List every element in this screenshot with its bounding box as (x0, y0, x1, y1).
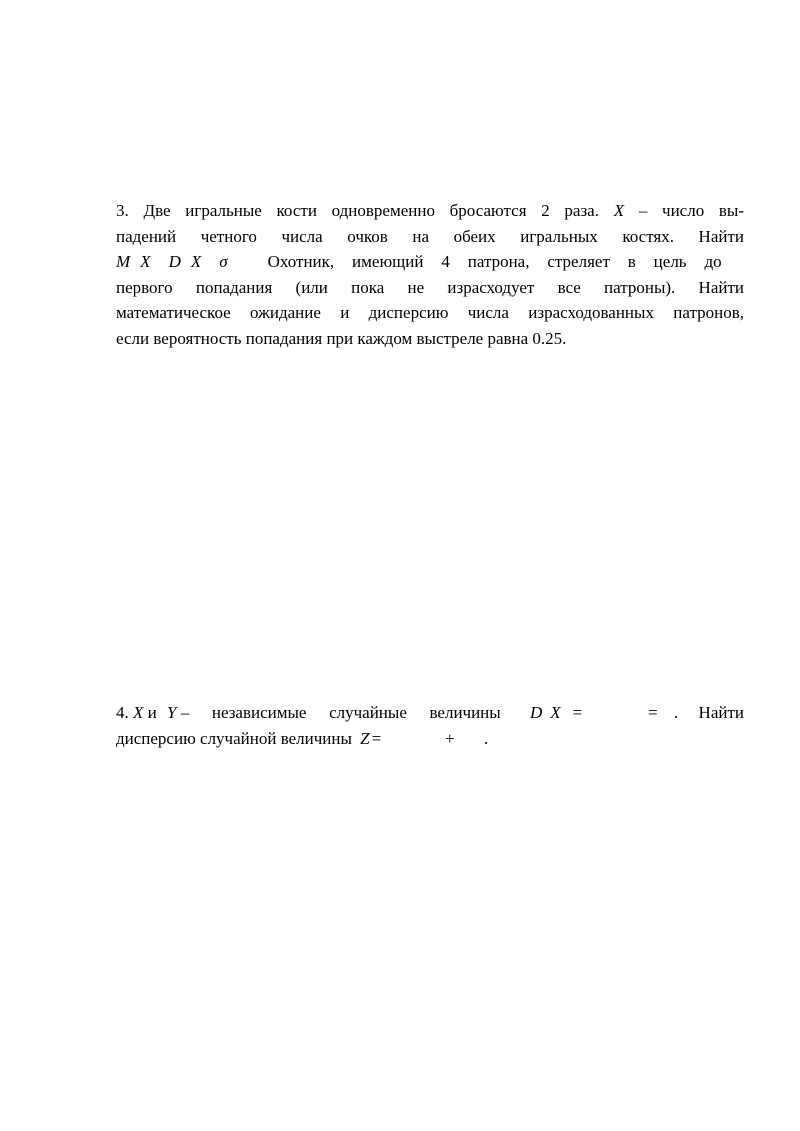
math-period: . (484, 728, 489, 748)
problem-3-line-4: первого попадания (или пока не израсходует все патроны). Найти (116, 277, 744, 297)
problem-3-line-1 (116, 198, 744, 224)
problem-4-line-2 (116, 726, 744, 752)
problem-text: – число вы- (638, 201, 745, 220)
problem-3-line-3 (116, 249, 744, 275)
math-variable-x: X (190, 252, 202, 271)
problem-3-line-6: если вероятность попадания при каждом выстреле равна 0.25. (116, 328, 567, 348)
problem-text: – независимые случайные величины (180, 703, 501, 722)
math-plus-sign: + (445, 728, 455, 748)
math-sigma-symbol: σ (219, 252, 228, 271)
problem-number: 3. (116, 201, 129, 220)
problem-text: Охотник, имеющий 4 патрона, стреляет в цель до (267, 252, 722, 271)
math-variable-x: X (613, 201, 625, 220)
problem-3-line-5: математическое ожидание и дисперсию числа израсходованных патронов, (116, 303, 744, 322)
math-variable-x: X (140, 252, 151, 271)
problem-4-line-1 (116, 700, 744, 726)
problem-3 (116, 198, 744, 351)
math-period: . (674, 703, 679, 722)
problem-number: 4. (116, 703, 129, 722)
math-variable-z: Z (360, 728, 370, 748)
math-variable-x: X (133, 703, 144, 722)
problem-text: Две игральные кости одновременно бросаются 2 раза. (143, 201, 599, 220)
problem-text: дисперсию случайной величины (116, 728, 352, 748)
math-dispersion-symbol: D (530, 703, 543, 722)
problem-3-line-2: падений четного числа очков на обеих игральных костях. Найти (116, 226, 744, 246)
problem-4 (116, 700, 744, 751)
math-equals-sign: = (371, 728, 382, 748)
math-expectation-symbol: M (116, 252, 131, 271)
math-equals-sign: = (572, 703, 583, 722)
math-variable-x: X (550, 703, 561, 722)
math-equals-sign: = (648, 703, 658, 722)
problem-text: Найти (698, 703, 744, 722)
math-variable-y: Y (167, 703, 177, 722)
math-dispersion-symbol: D (168, 252, 181, 271)
problem-text: и (147, 703, 157, 722)
